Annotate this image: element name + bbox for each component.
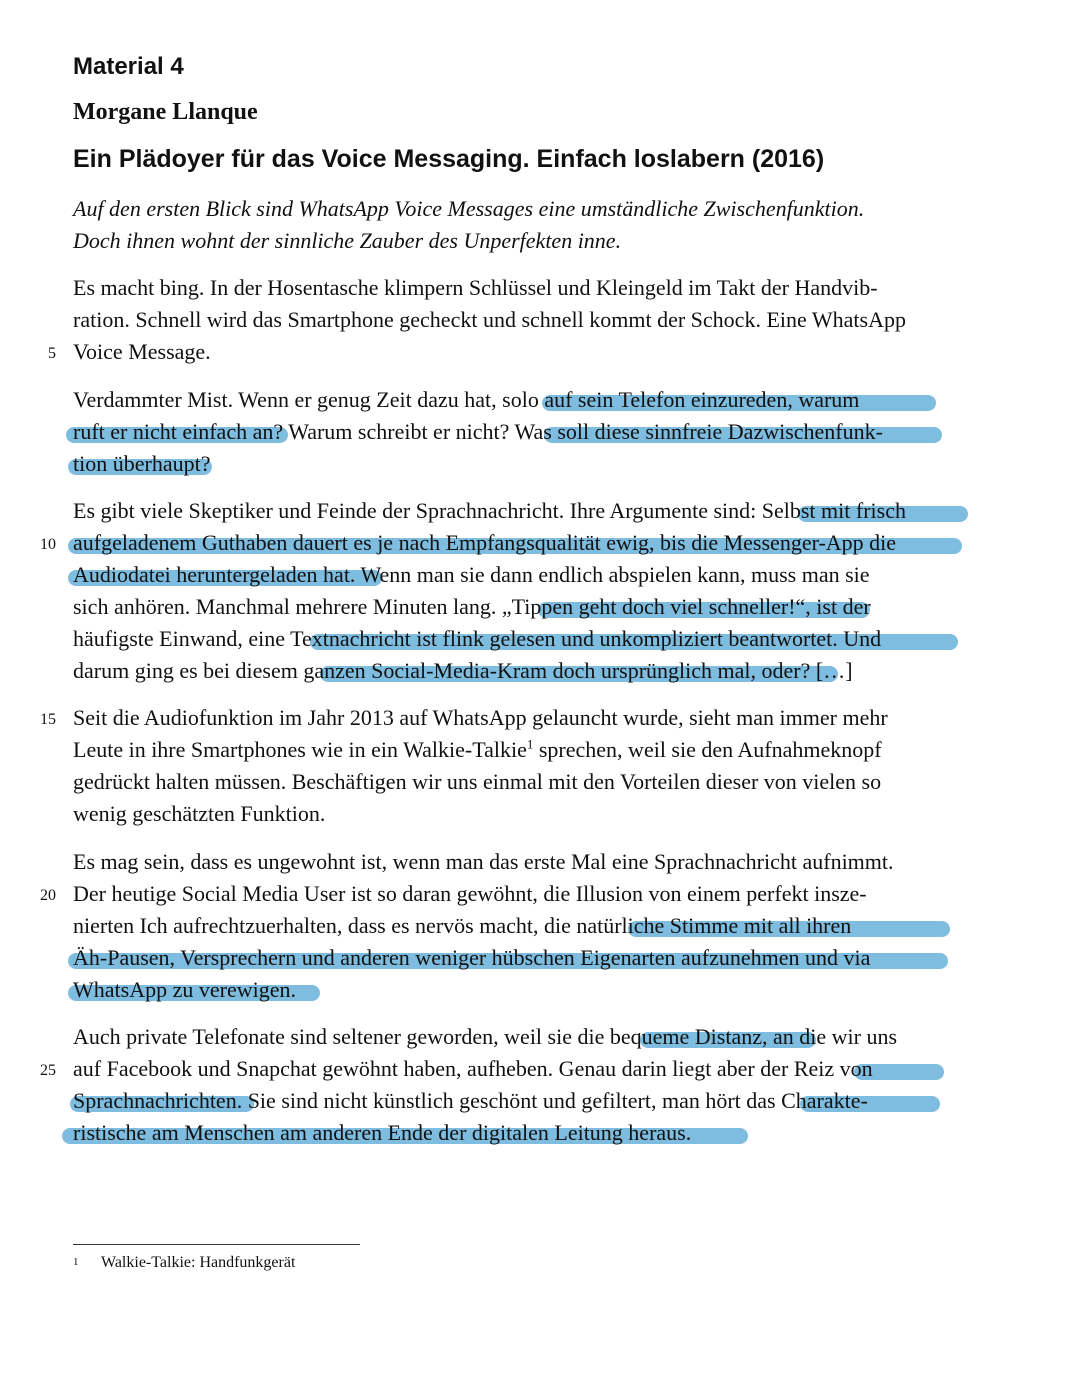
text-line: Äh-Pausen, Versprechern und anderen weniger hübschen Eigenarten aufzunehmen und via bbox=[73, 945, 871, 970]
text-line: ration. Schnell wird das Smartphone gecheckt und schnell kommt der Schock. Eine WhatsApp bbox=[73, 307, 906, 332]
line-number: 15 bbox=[40, 711, 56, 728]
intro-line: Auf den ersten Blick sind WhatsApp Voice Messages eine umständliche Zwischenfunktion. bbox=[73, 196, 865, 221]
text-line: Es gibt viele Skeptiker und Feinde der Sprachnachricht. Ihre Argumente sind: Selbst mit frisch bbox=[73, 498, 906, 523]
text-line: Sprachnachrichten. Sie sind nicht künstlich geschönt und gefiltert, man hört das Charakte- bbox=[73, 1088, 868, 1113]
text-line: gedrückt halten müssen. Beschäftigen wir uns einmal mit den Vorteilen dieser von vielen so bbox=[73, 769, 882, 794]
text-line: häufigste Einwand, eine Textnachricht ist flink gelesen und unkompliziert beantwortet. Und bbox=[73, 626, 882, 651]
author-name: Morgane Llanque bbox=[73, 99, 258, 125]
text-line: Audiodatei heruntergeladen hat. Wenn man sie dann endlich abspielen kann, muss man sie bbox=[73, 562, 870, 587]
text-line: Voice Message. bbox=[73, 339, 211, 364]
text-line bbox=[73, 734, 882, 766]
text-line: ruft er nicht einfach an? Warum schreibt er nicht? Was soll diese sinnfreie Dazwischenfunk- bbox=[73, 419, 883, 444]
text-line: auf Facebook und Snapchat gewöhnt haben, aufheben. Genau darin liegt aber der Reiz von bbox=[73, 1056, 873, 1081]
text-line: aufgeladenem Guthaben dauert es je nach Empfangsqualität ewig, bis die Messenger-App die bbox=[73, 530, 897, 555]
text-line: nierten Ich aufrechtzuerhalten, dass es nervös macht, die natürliche Stimme mit all ihren bbox=[73, 913, 852, 938]
text-line: WhatsApp zu verewigen. bbox=[73, 977, 296, 1002]
footnote-reference: 1 bbox=[526, 736, 534, 752]
material-label: Material 4 bbox=[73, 53, 184, 80]
text-line: sich anhören. Manchmal mehrere Minuten lang. „Tippen geht doch viel schneller!“, ist der bbox=[73, 594, 871, 619]
article-title: Ein Plädoyer für das Voice Messaging. Einfach loslabern (2016) bbox=[73, 145, 825, 173]
text-line: Auch private Telefonate sind seltener geworden, weil sie die bequeme Distanz, an die wir uns bbox=[73, 1024, 898, 1049]
text-line: Es macht bing. In der Hosentasche klimpern Schlüssel und Kleingeld im Takt der Handvib- bbox=[73, 275, 878, 300]
line-number: 25 bbox=[40, 1062, 56, 1079]
footnote-divider bbox=[73, 1244, 360, 1245]
text-line: Verdammter Mist. Wenn er genug Zeit dazu hat, solo auf sein Telefon einzureden, warum bbox=[73, 387, 860, 412]
text-line: Es mag sein, dass es ungewohnt ist, wenn man das erste Mal eine Sprachnachricht aufnimmt. bbox=[73, 849, 894, 874]
text-segment: sprechen, weil sie den Aufnahmeknopf bbox=[533, 737, 882, 762]
text-line: Seit die Audiofunktion im Jahr 2013 auf WhatsApp gelauncht wurde, sieht man immer mehr bbox=[73, 705, 888, 730]
footnote-mark: 1 bbox=[73, 1256, 79, 1268]
text-line: tion überhaupt? bbox=[73, 451, 211, 476]
text-line: wenig geschätzten Funktion. bbox=[73, 801, 326, 826]
line-number: 20 bbox=[40, 887, 56, 904]
text-line: Der heutige Social Media User ist so daran gewöhnt, die Illusion von einem perfekt insze- bbox=[73, 881, 867, 906]
text-line: ristische am Menschen am anderen Ende der digitalen Leitung heraus. bbox=[73, 1120, 692, 1145]
text-line: darum ging es bei diesem ganzen Social-Media-Kram doch ursprünglich mal, oder? […] bbox=[73, 658, 853, 683]
footnote-text: Walkie-Talkie: Handfunkgerät bbox=[101, 1254, 296, 1271]
intro-line: Doch ihnen wohnt der sinnliche Zauber des Unperfekten inne. bbox=[73, 228, 622, 253]
text-segment: Leute in ihre Smartphones wie in ein Walkie-Talkie bbox=[73, 737, 527, 762]
line-number: 5 bbox=[48, 345, 56, 362]
line-number: 10 bbox=[40, 536, 56, 553]
